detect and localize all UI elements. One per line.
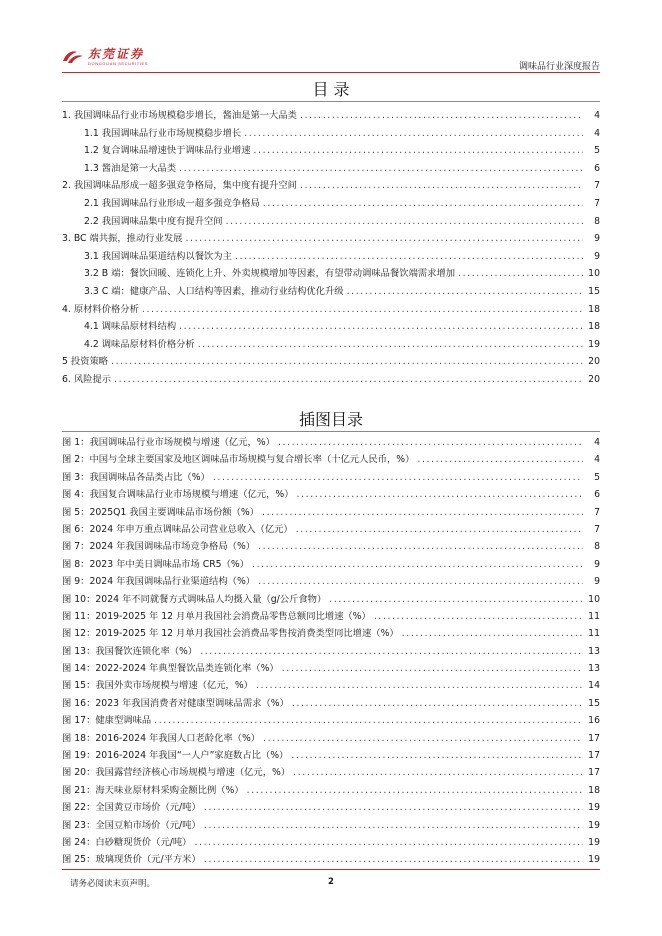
toc-entry[interactable]	[62, 353, 600, 371]
toc-entry[interactable]	[62, 248, 600, 266]
table-of-contents	[62, 107, 600, 389]
dot-leader	[200, 643, 583, 660]
dot-leader	[179, 318, 583, 336]
toc-entry-label: 4.2 调味品原材料价格分析	[84, 338, 195, 350]
figure-entry-label: 图 23：全国豆粕市场价（元/吨）	[62, 819, 201, 831]
figure-entry-label: 图 25：玻璃现货价（元/平方米）	[62, 854, 201, 866]
dot-leader	[179, 160, 583, 178]
toc-entry[interactable]	[62, 142, 600, 160]
toc-entry-label: 6. 风险提示	[62, 373, 112, 385]
figure-entry-page: 17	[588, 767, 600, 779]
toc-title-divider	[62, 101, 600, 102]
figure-entry[interactable]	[62, 660, 600, 677]
dot-leader	[226, 213, 583, 231]
figure-entry[interactable]	[62, 556, 600, 573]
dot-leader	[293, 764, 583, 781]
toc-entry-label: 3.3 C 端：健康产品、人口结构等因素，推动行业结构优化升级	[84, 285, 344, 297]
figure-entry-label: 图 21：海天味业原材料采购金额比例（%）	[62, 784, 244, 796]
figure-entry[interactable]	[62, 504, 600, 521]
page-number: 2	[328, 877, 334, 887]
figure-entry[interactable]	[62, 538, 600, 555]
toc-entry[interactable]	[62, 336, 600, 354]
figure-entry-label: 图 7：2024 年我国调味品市场竞争格局（%）	[62, 541, 256, 553]
dot-leader	[235, 248, 583, 266]
logo-mark-icon	[62, 49, 84, 65]
toc-entry-label: 5 投资策略	[62, 356, 109, 368]
figure-entry[interactable]	[62, 834, 600, 851]
toc-entry-page: 8	[594, 215, 600, 227]
toc-entry[interactable]	[62, 301, 600, 319]
figure-entry-page: 13	[588, 663, 600, 675]
toc-entry-page: 4	[594, 127, 600, 139]
figure-entry[interactable]	[62, 695, 600, 712]
dot-leader	[297, 486, 583, 503]
dot-leader	[185, 230, 583, 248]
figure-entry[interactable]	[62, 573, 600, 590]
dot-leader	[194, 834, 583, 851]
figure-entry[interactable]	[62, 730, 600, 747]
figure-entry[interactable]	[62, 643, 600, 660]
toc-entry[interactable]	[62, 230, 600, 248]
dot-leader	[142, 301, 583, 319]
figure-entry-page: 6	[594, 489, 600, 501]
figure-entry-label: 图 3：我国调味品各品类占比（%）	[62, 471, 210, 483]
dot-leader	[198, 336, 583, 354]
figure-entry-page: 17	[588, 750, 600, 762]
toc-entry-label: 1.1 我国调味品行业市场规模稳步增长	[84, 127, 242, 139]
dot-leader	[204, 817, 583, 834]
figure-entry-page: 9	[594, 576, 600, 588]
figure-list-title-divider	[62, 431, 600, 432]
figure-entry[interactable]	[62, 851, 600, 868]
dot-leader	[258, 538, 583, 555]
toc-entry-label: 2.1 我国调味品行业形成一超多强竞争格局	[84, 197, 260, 209]
dot-leader	[458, 265, 583, 283]
figure-entry-page: 13	[588, 645, 600, 657]
figure-entry-label: 图 24：白砂糖现货价（元/吨）	[62, 836, 192, 848]
figure-entry-page: 4	[594, 437, 600, 448]
figure-entry-page: 15	[588, 697, 600, 709]
toc-entry-page: 20	[588, 356, 600, 368]
report-type-label: 调味品行业深度报告	[518, 62, 600, 72]
figure-list	[62, 434, 600, 869]
toc-entry-page: 9	[594, 250, 600, 262]
toc-entry-label: 3.2 B 端：餐饮回暖、连锁化上升、外卖规模增加等因素，有望带动调味品餐饮端需求增加	[84, 268, 456, 280]
dot-leader	[154, 712, 583, 729]
footer-divider	[62, 869, 600, 870]
figure-entry[interactable]	[62, 591, 600, 608]
toc-entry[interactable]	[62, 318, 600, 336]
figure-entry-label: 图 19：2016-2024 年我国“一人户”家庭数占比（%）	[62, 750, 289, 762]
figure-entry-page: 16	[588, 715, 600, 727]
figure-entry-label: 图 1：我国调味品行业市场规模与增速（亿元，%）	[62, 437, 275, 448]
figure-entry[interactable]	[62, 799, 600, 816]
figure-entry[interactable]	[62, 747, 600, 764]
toc-entry[interactable]	[62, 160, 600, 178]
figure-entry[interactable]	[62, 677, 600, 694]
dot-leader	[247, 782, 583, 799]
toc-entry-label: 2.2 我国调味品集中度有提升空间	[84, 215, 223, 227]
dot-leader	[213, 469, 583, 486]
logo-name-en: DONGGUAN SECURITIES	[88, 61, 149, 66]
figure-entry[interactable]	[62, 608, 600, 625]
dot-leader	[244, 125, 583, 143]
figure-entry-page: 5	[594, 471, 600, 483]
toc-entry-page: 10	[588, 268, 600, 280]
dot-leader	[300, 107, 583, 125]
figure-entry[interactable]	[62, 817, 600, 834]
figure-entry[interactable]	[62, 712, 600, 729]
dot-leader	[262, 504, 583, 521]
dot-leader	[329, 591, 583, 608]
dot-leader	[292, 695, 583, 712]
toc-entry[interactable]	[62, 371, 600, 389]
figure-entry-page: 19	[588, 802, 600, 814]
dot-leader	[263, 730, 583, 747]
toc-entry-page: 18	[588, 303, 600, 315]
dot-leader	[300, 177, 583, 195]
company-logo	[62, 48, 148, 66]
toc-entry-label: 4. 原材料价格分析	[62, 303, 139, 315]
dot-leader	[263, 195, 583, 213]
logo-name-cn: 东莞证券	[88, 47, 145, 61]
figure-entry[interactable]	[62, 521, 600, 538]
figure-entry[interactable]	[62, 451, 600, 468]
dot-leader	[282, 660, 583, 677]
figure-entry-label: 图 13：我国餐饮连锁化率（%）	[62, 645, 198, 657]
dot-leader	[256, 677, 583, 694]
toc-entry-page: 15	[588, 285, 600, 297]
figure-entry-page: 9	[594, 558, 600, 570]
dot-leader	[204, 799, 583, 816]
toc-entry[interactable]	[62, 213, 600, 231]
figure-entry-label: 图 22：全国黄豆市场价（元/吨）	[62, 802, 201, 814]
toc-entry-page: 20	[588, 373, 600, 385]
figure-entry-page: 11	[588, 628, 600, 640]
header-divider	[62, 72, 600, 73]
toc-entry-label: 4.1 调味品原材料结构	[84, 321, 177, 333]
figure-entry[interactable]	[62, 486, 600, 503]
figure-entry-label: 图 18：2016-2024 年我国人口老龄化率（%）	[62, 732, 261, 744]
figure-entry-label: 图 4：我国复合调味品行业市场规模与增速（亿元，%）	[62, 489, 294, 501]
figure-entry-label: 图 20：我国露营经济核心市场规模与增速（亿元，%）	[62, 767, 291, 779]
dot-leader	[258, 573, 583, 590]
toc-entry-label: 1.2 复合调味品增速快于调味品行业增速	[84, 145, 251, 157]
dot-leader	[374, 608, 583, 625]
figure-entry[interactable]	[62, 469, 600, 486]
toc-entry-page: 4	[594, 110, 600, 121]
dot-leader	[111, 353, 583, 371]
dot-leader	[254, 142, 584, 160]
figure-entry[interactable]	[62, 782, 600, 799]
figure-entry-label: 图 2：中国与全球主要国家及地区调味品市场规模与复合增长率（十亿元人民币，%）	[62, 454, 415, 466]
figure-entry-page: 7	[594, 523, 600, 535]
dot-leader	[296, 521, 583, 538]
page-footer	[62, 869, 600, 889]
figure-entry-label: 图 6：2024 年申万重点调味品公司营业总收入（亿元）	[62, 523, 293, 535]
toc-entry-page: 7	[594, 180, 600, 192]
toc-entry-page: 7	[594, 197, 600, 209]
figure-entry-page: 19	[588, 819, 600, 831]
toc-entry-page: 19	[588, 338, 600, 350]
figure-entry-page: 8	[594, 541, 600, 553]
figure-entry-label: 图 14：2022-2024 年典型餐饮品类连锁化率（%）	[62, 663, 279, 675]
figure-entry-page: 19	[588, 836, 600, 848]
figure-entry[interactable]	[62, 625, 600, 642]
toc-entry[interactable]	[62, 265, 600, 283]
toc-entry[interactable]	[62, 283, 600, 301]
dot-leader	[402, 625, 583, 642]
toc-entry-page: 6	[594, 162, 600, 174]
figure-entry[interactable]	[62, 434, 600, 451]
figure-entry-page: 17	[588, 732, 600, 744]
dot-leader	[114, 371, 583, 389]
toc-entry[interactable]	[62, 177, 600, 195]
disclaimer-text: 请务必阅读末页声明。	[70, 879, 156, 889]
toc-entry-label: 1. 我国调味品行业市场规模稳步增长，酱油是第一大品类	[62, 110, 297, 121]
toc-entry-page: 9	[594, 233, 600, 245]
figure-list-title: 插图目录	[298, 410, 363, 429]
toc-entry-page: 5	[594, 145, 600, 157]
toc-entry[interactable]	[62, 107, 600, 125]
page-header	[62, 44, 600, 74]
toc-entry[interactable]	[62, 195, 600, 213]
figure-entry-label: 图 11：2019-2025 年 12 月单月我国社会消费品零售总额同比增速（%）	[62, 610, 371, 622]
figure-entry-label: 图 9：2024 年我国调味品行业渠道结构（%）	[62, 576, 256, 588]
figure-entry-label: 图 17：健康型调味品	[62, 715, 152, 727]
toc-entry-label: 2. 我国调味品形成一超多强竞争格局，集中度有提升空间	[62, 180, 297, 192]
figure-entry-label: 图 16：2023 年我国消费者对健康型调味品需求（%）	[62, 697, 289, 709]
figure-entry-label: 图 15：我国外卖市场规模与增速（亿元，%）	[62, 680, 253, 692]
figure-entry-page: 7	[594, 506, 600, 518]
figure-entry-label: 图 12：2019-2025 年 12 月单月我国社会消费品零售按消费类型同比增速（%）	[62, 628, 399, 640]
figure-entry-page: 19	[588, 854, 600, 866]
dot-leader	[347, 283, 583, 301]
figure-entry-page: 4	[594, 454, 600, 466]
toc-entry-label: 3. BC 端共振，推动行业发展	[62, 233, 183, 245]
dot-leader	[278, 434, 583, 451]
dot-leader	[252, 556, 583, 573]
figure-entry[interactable]	[62, 764, 600, 781]
toc-entry-label: 1.3 酱油是第一大品类	[84, 162, 177, 174]
figure-entry-page: 14	[588, 680, 600, 692]
toc-entry[interactable]	[62, 125, 600, 143]
toc-entry-page: 18	[588, 321, 600, 333]
toc-title: 目 录	[312, 80, 350, 99]
figure-entry-label: 图 8：2023 年中美日调味品市场 CR5（%）	[62, 558, 250, 570]
figure-entry-label: 图 5：2025Q1 我国主要调味品市场份额（%）	[62, 506, 260, 518]
figure-entry-page: 18	[588, 784, 600, 796]
toc-entry-label: 3.1 我国调味品渠道结构以餐饮为主	[84, 250, 232, 262]
figure-entry-label: 图 10：2024 年不同就餐方式调味品人均摄入量（g/公斤食物）	[62, 593, 327, 605]
figure-entry-page: 11	[588, 610, 600, 622]
dot-leader	[291, 747, 583, 764]
dot-leader	[204, 851, 583, 868]
dot-leader	[417, 451, 583, 468]
figure-entry-page: 10	[588, 593, 600, 605]
